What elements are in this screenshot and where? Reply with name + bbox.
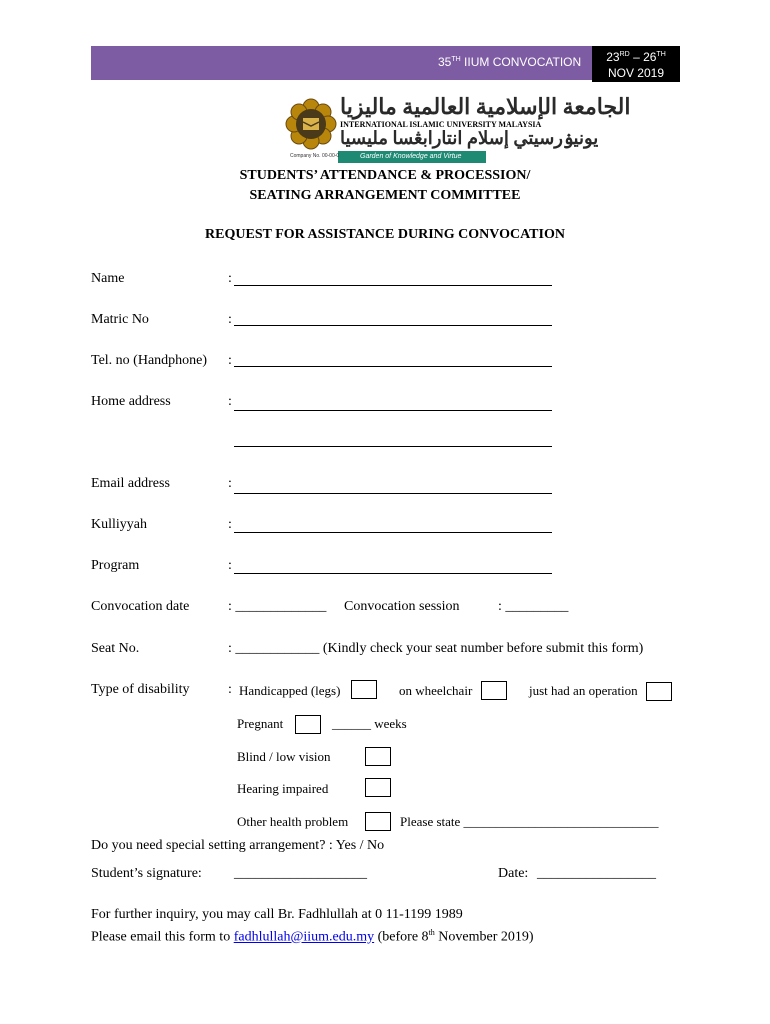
name-field[interactable] xyxy=(234,285,552,286)
handicapped-checkbox[interactable] xyxy=(351,680,377,699)
program-field[interactable] xyxy=(234,573,552,574)
wheelchair-label: on wheelchair xyxy=(399,683,473,698)
operation-checkbox[interactable] xyxy=(646,682,672,701)
address-field-line1[interactable] xyxy=(234,410,552,411)
conv-session-label: Convocation session xyxy=(344,599,460,614)
email-link[interactable]: fadhlullah@iium.edu.my xyxy=(233,929,375,945)
blind-label: Blind / low vision xyxy=(237,749,331,764)
please-state-field[interactable]: Please state ______________________________ xyxy=(400,814,659,829)
tel-field[interactable] xyxy=(234,366,552,367)
kulliyyah-label: Kulliyyah xyxy=(91,517,147,532)
matric-label: Matric No xyxy=(91,312,149,327)
address-field-line2[interactable] xyxy=(234,446,552,447)
other-health-label: Other health problem xyxy=(237,814,349,829)
conv-date-field[interactable]: : _____________ xyxy=(228,599,327,614)
matric-colon: : xyxy=(228,312,232,327)
disability-label: Type of disability xyxy=(91,682,190,697)
signature-field[interactable]: ___________________ xyxy=(234,866,367,881)
other-health-checkbox[interactable] xyxy=(365,812,391,831)
email-field[interactable] xyxy=(234,493,552,494)
pregnant-weeks-field[interactable]: ______ weeks xyxy=(332,716,407,731)
name-colon: : xyxy=(228,271,232,286)
blind-checkbox[interactable] xyxy=(365,747,391,766)
logo-arabic-line1: الجامعة الإسلامية العالمية ماليزيا xyxy=(340,94,631,119)
pregnant-checkbox[interactable] xyxy=(295,715,321,734)
address-colon: : xyxy=(228,394,232,409)
email-label: Email address xyxy=(91,476,170,491)
address-label: Home address xyxy=(91,394,171,409)
inquiry-text: For further inquiry, you may call Br. Fadhlullah at 0 11-1199 1989 xyxy=(91,907,463,922)
request-title: REQUEST FOR ASSISTANCE DURING CONVOCATION xyxy=(205,227,565,242)
logo-english-name: INTERNATIONAL ISLAMIC UNIVERSITY MALAYSIA xyxy=(340,120,542,129)
name-label: Name xyxy=(91,271,125,286)
band-title: 35TH IIUM CONVOCATION xyxy=(438,55,582,69)
signature-label: Student’s signature: xyxy=(91,866,202,881)
conv-session-field[interactable]: : _________ xyxy=(498,599,569,614)
kulliyyah-colon: : xyxy=(228,517,232,532)
program-colon: : xyxy=(228,558,232,573)
disability-colon: : xyxy=(228,682,232,697)
email-colon: : xyxy=(228,476,232,491)
logo-tagline: Garden of Knowledge and Virtue xyxy=(338,151,486,163)
conv-date-label: Convocation date xyxy=(91,599,190,614)
iium-crest-icon xyxy=(285,98,337,150)
hearing-checkbox[interactable] xyxy=(365,778,391,797)
email-instruction: Please email this form to fadhlullah@iium.edu.my (before 8th November 2019) xyxy=(91,928,534,945)
operation-label: just had an operation xyxy=(529,683,638,698)
matric-field[interactable] xyxy=(234,325,552,326)
handicapped-label: Handicapped (legs) xyxy=(239,683,341,698)
seat-field[interactable]: : ____________ (Kindly check your seat number before submit this form) xyxy=(228,641,644,656)
wheelchair-checkbox[interactable] xyxy=(481,681,507,700)
date-field[interactable]: _________________ xyxy=(537,866,656,881)
committee-title: STUDENTS’ ATTENDANCE & PROCESSION/ SEATING ARRANGEMENT COMMITTEE xyxy=(239,168,531,203)
logo-arabic-line2: يونيۏرسيتي إسلام انتارابڠسا مليسيا xyxy=(340,128,599,148)
seat-label: Seat No. xyxy=(91,641,140,656)
tel-colon: : xyxy=(228,353,232,368)
tel-label: Tel. no (Handphone) xyxy=(91,353,208,368)
pregnant-label: Pregnant xyxy=(237,716,284,731)
logo-company-no: Company No. 00-00-0 xyxy=(290,153,340,159)
special-arrangement-question: Do you need special setting arrangement? : Yes / No xyxy=(91,838,385,853)
program-label: Program xyxy=(91,558,140,573)
hearing-label: Hearing impaired xyxy=(237,781,329,796)
date-label: Date: xyxy=(498,866,529,881)
date-box: 23RD – 26TH NOV 2019 xyxy=(592,46,680,82)
kulliyyah-field[interactable] xyxy=(234,532,552,533)
